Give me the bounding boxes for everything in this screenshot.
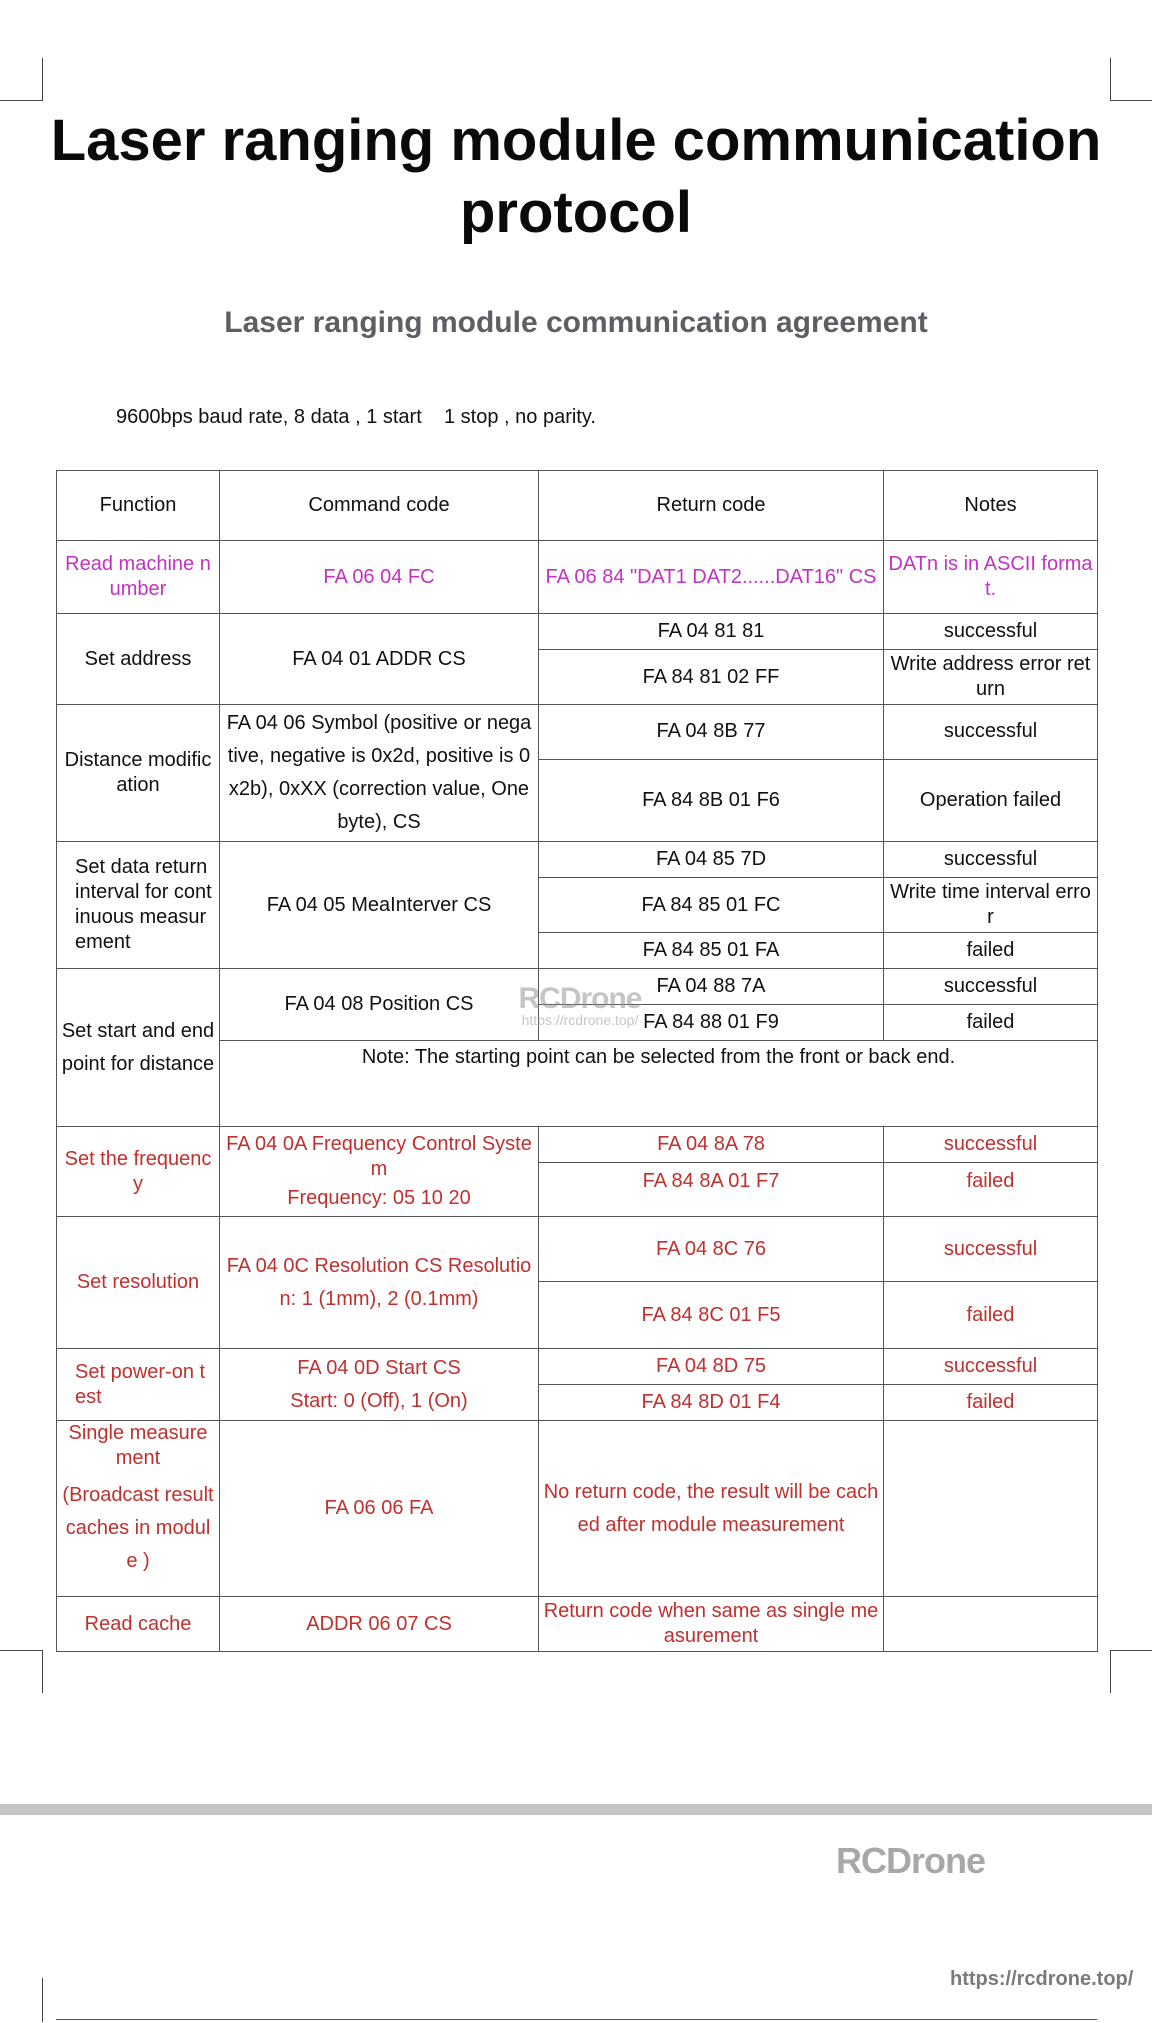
return-cell: FA 84 85 01 FA: [539, 933, 884, 969]
protocol-table: [56, 470, 1098, 1652]
page-subtitle: Laser ranging module communication agreement: [224, 306, 928, 339]
table-row: [57, 1217, 1098, 1282]
notes-cell: [884, 1421, 1098, 1597]
notes-cell: successful: [884, 614, 1098, 650]
command-cell: FA 06 06 FA: [220, 1421, 539, 1597]
function-text: Single measurement: [68, 1422, 208, 1469]
notes-cell: [884, 1597, 1098, 1652]
function-cell: [57, 1421, 220, 1597]
crop-mark-bottom-left: [0, 1650, 43, 1693]
function-cell: Read cache: [57, 1597, 220, 1652]
function-extra-text: (Broadcast result caches in module ): [62, 1484, 214, 1572]
return-cell: FA 04 85 7D: [539, 842, 884, 878]
table-row: [57, 1421, 1098, 1597]
command-cell: ADDR 06 07 CS: [220, 1597, 539, 1652]
command-cell: FA 04 08 Position CS: [220, 969, 539, 1041]
table-row: [57, 705, 1098, 760]
return-cell: FA 04 8C 76: [539, 1217, 884, 1282]
function-cell: Set power-on test: [57, 1349, 220, 1421]
notes-cell: Write time interval error: [884, 878, 1098, 933]
return-cell: FA 04 88 7A: [539, 969, 884, 1005]
notes-cell: failed: [884, 1282, 1098, 1349]
return-cell: FA 04 8A 78: [539, 1127, 884, 1163]
crop-mark-top-right: [1110, 58, 1152, 101]
return-cell: FA 84 85 01 FC: [539, 878, 884, 933]
command-cell: FA 04 05 MeaInterver CS: [220, 842, 539, 969]
notes-cell: successful: [884, 1349, 1098, 1385]
start-end-remark: Note: The starting point can be selected from the front or back end.: [220, 1041, 1098, 1127]
table-row: [57, 614, 1098, 650]
notes-cell: Operation failed: [884, 759, 1098, 841]
function-cell: Set data return interval for continuous measurement: [57, 842, 220, 969]
table-row: [57, 541, 1098, 614]
footer-url[interactable]: https://rcdrone.top/: [950, 1968, 1134, 1990]
command-cell: FA 04 01 ADDR CS: [220, 614, 539, 705]
return-cell: FA 84 8A 01 F7: [539, 1163, 884, 1217]
notes-cell: successful: [884, 969, 1098, 1005]
header-notes: Notes: [884, 471, 1098, 541]
table-row: [57, 842, 1098, 878]
watermark-name: RCDrone: [518, 982, 642, 1015]
return-cell: FA 84 8D 01 F4: [539, 1385, 884, 1421]
page-title: Laser ranging module communication protocol: [50, 108, 1102, 245]
notes-cell: DATn is in ASCII format.: [884, 541, 1098, 614]
function-cell: Set resolution: [57, 1217, 220, 1349]
crop-mark-top-left: [0, 58, 43, 101]
table-row: [57, 1597, 1098, 1652]
command-text: FA 04 0D Start CS: [297, 1356, 461, 1379]
command-extra-text: Start: 0 (Off), 1 (On): [290, 1389, 468, 1412]
crop-mark-bottom-right: [1110, 1650, 1152, 1693]
notes-cell: failed: [884, 1163, 1098, 1217]
function-cell: Set start and end point for distance: [57, 969, 220, 1127]
command-cell: FA 04 0C Resolution CS Resolution: 1 (1mm), 2 (0.1mm): [220, 1217, 539, 1349]
notes-cell: successful: [884, 1217, 1098, 1282]
notes-cell: Write address error return: [884, 650, 1098, 705]
header-command-code: Command code: [220, 471, 539, 541]
command-cell: FA 06 04 FC: [220, 541, 539, 614]
command-extra-text: Frequency: 05 10 20: [287, 1187, 471, 1209]
notes-cell: failed: [884, 1005, 1098, 1041]
header-function: Function: [57, 471, 220, 541]
crop-mark-page2-top-left: [0, 1978, 43, 2022]
next-page-table-edge: [56, 2019, 1097, 2023]
return-cell: FA 04 8B 77: [539, 705, 884, 760]
function-cell: Set the frequency: [57, 1127, 220, 1217]
function-cell: Read machine number: [57, 541, 220, 614]
table-row: [57, 1349, 1098, 1385]
notes-cell: failed: [884, 933, 1098, 969]
return-cell: FA 84 8B 01 F6: [539, 759, 884, 841]
return-cell: FA 04 81 81: [539, 614, 884, 650]
page-separator: [0, 1804, 1152, 1815]
command-cell: [220, 1349, 539, 1421]
footer-brand: RCDrone: [836, 1840, 986, 1881]
notes-cell: failed: [884, 1385, 1098, 1421]
function-cell: Distance modification: [57, 705, 220, 842]
notes-cell: successful: [884, 1127, 1098, 1163]
notes-cell: successful: [884, 842, 1098, 878]
return-cell: No return code, the result will be cached after module measurement: [539, 1421, 884, 1597]
command-cell: FA 04 06 Symbol (positive or negative, negative is 0x2d, positive is 0x2b), 0xXX (correction value, One byte), CS: [220, 705, 539, 842]
notes-cell: successful: [884, 705, 1098, 760]
table-row: [57, 969, 1098, 1005]
return-cell: FA 04 8D 75: [539, 1349, 884, 1385]
return-cell: FA 84 81 02 FF: [539, 650, 884, 705]
header-return-code: Return code: [539, 471, 884, 541]
command-cell: [220, 1127, 539, 1217]
return-cell: FA 06 84 "DAT1 DAT2......DAT16" CS: [539, 541, 884, 614]
table-header-row: [57, 471, 1098, 541]
command-text: FA 04 0A Frequency Control System: [226, 1133, 532, 1180]
function-cell: Set address: [57, 614, 220, 705]
return-cell: FA 84 88 01 F9: [539, 1005, 884, 1041]
return-cell: Return code when same as single measurement: [539, 1597, 884, 1652]
watermark-url: https://rcdrone.top/: [521, 1012, 639, 1028]
serial-settings-text: 9600bps baud rate, 8 data , 1 start 1 stop , no parity.: [116, 406, 596, 428]
table-row: [57, 1127, 1098, 1163]
return-cell: FA 84 8C 01 F5: [539, 1282, 884, 1349]
